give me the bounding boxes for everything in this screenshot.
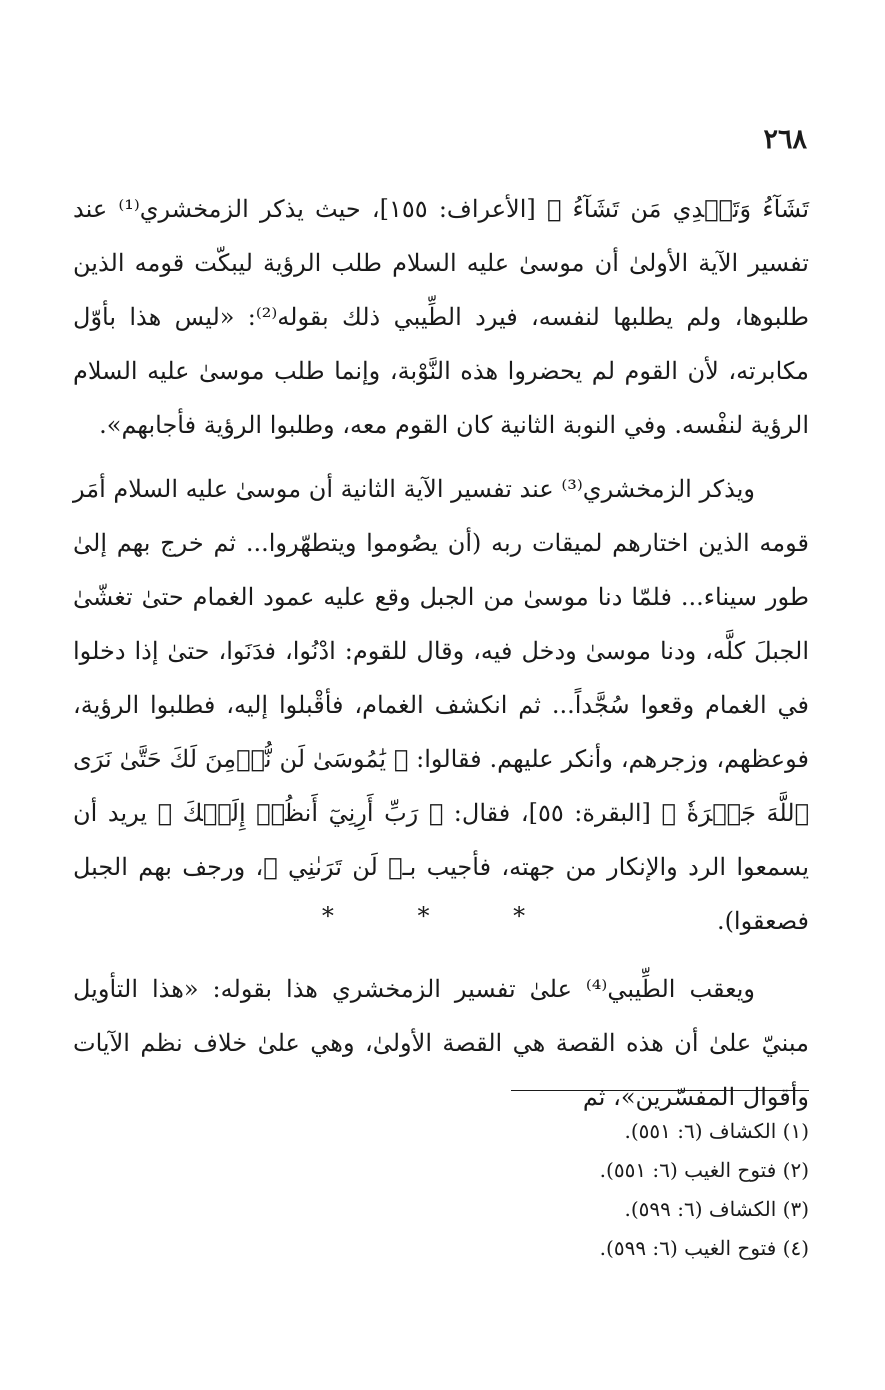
paragraph-1: تَشَآءُ وَتَهۡدِي مَن تَشَآءُ ﴾ [الأعراف: ١٥٥]، حيث يذكر الزمخشري⁽¹⁾ عند تفسير الآية الأولىٰ أن موسىٰ عليه السلام طلب الرؤية ليبكّت قومه الذين طلبوها، ولم يطلبها لنفسه، فيرد الطِّيبي ذلك بقوله⁽²⁾: «ليس هذا بأوّل مكابرته، لأن القوم لم يحضروا هذه النَّوْبة، وإنما طلب موسىٰ عليه السلام الرؤية لنفْسه. وفي النوبة الثانية كان القوم معه، وطلبوا الرؤية فأجابهم».	[73, 195, 809, 439]
paragraph-2: ويذكر الزمخشري⁽³⁾ عند تفسير الآية الثانية أن موسىٰ عليه السلام أمَر قومه الذين اختارهم لميقات ربه (أن يصُوموا ويتطهّروا... ثم خرج بهم إلىٰ طور سيناء... فلمّا دنا موسىٰ من الجبل وقع عليه عمود الغمام حتىٰ تغشّىٰ الجبلَ كلَّه، ودنا موسىٰ ودخل فيه، وقال للقوم: ادْنُوا، فدَنَوا، حتىٰ إذا دخلوا في الغمام وقعوا سُجَّداً... ثم انكشف الغمام، فأقْبلوا إليه، فطلبوا الرؤية، فوعظهم، وزجرهم، وأنكر عليهم. فقالوا: ﴿ يَٰمُوسَىٰ لَن نُّؤۡمِنَ لَكَ حَتَّىٰ نَرَى ٱللَّهَ جَهۡرَةٗ ﴾ [البقرة: ٥٥]، فقال: ﴿ رَبِّ أَرِنِيٓ أَنظُرۡ إِلَيۡكَ ﴾ يريد أن يسمعوا الرد والإنكار من جهته، فأجيب بـ﴿ لَن تَرَىٰنِي ﴾، ورجف بهم الجبل فصعقوا).	[73, 475, 809, 935]
continuation-text	[73, 962, 809, 1124]
footnotes-list	[73, 1112, 809, 1268]
section-separator: * * *	[321, 902, 564, 930]
footnote-item: (١) الكشاف (٦: ٥٥١).	[624, 1119, 809, 1143]
footnote-item: (٤) فتوح الغيب (٦: ٥٩٩).	[599, 1236, 809, 1260]
page-number: ٢٦٨	[763, 124, 807, 155]
footnote-item: (٢) فتوح الغيب (٦: ٥٥١).	[599, 1158, 809, 1182]
footnote-item: (٣) الكشاف (٦: ٥٩٩).	[624, 1197, 809, 1221]
main-text	[73, 182, 809, 948]
footnote-divider	[511, 1090, 809, 1091]
paragraph-3: ويعقب الطِّيبي⁽⁴⁾ علىٰ تفسير الزمخشري هذا بقوله: «هذا التأويل مبنيّ علىٰ أن هذه القصة هي القصة الأولىٰ، وهي علىٰ خلاف نظم الآيات وأقوال المفسّرين»، ثم	[73, 975, 809, 1111]
